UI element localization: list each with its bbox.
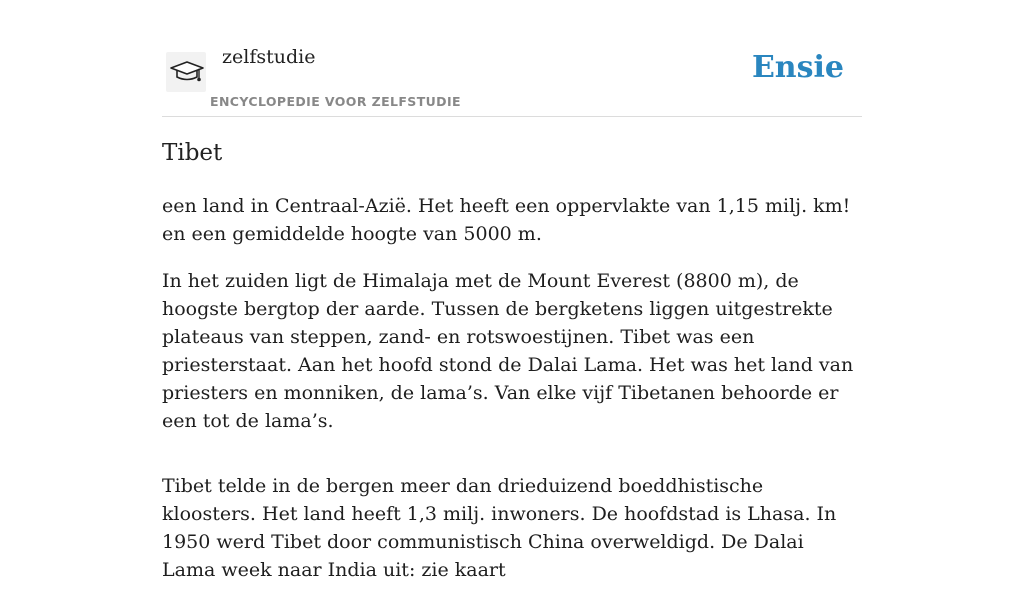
brand-logo-link[interactable]: Ensie — [751, 50, 844, 85]
article-paragraph: een land in Centraal-Azië. Het heeft een oppervlakte van 1,15 milj. km! en een gemiddelde hoogte van 5000 m. — [162, 195, 851, 245]
site-header — [162, 0, 862, 117]
graduation-cap-icon[interactable] — [166, 52, 206, 92]
site-name[interactable]: zelfstudie — [222, 46, 316, 68]
article-body — [162, 192, 862, 603]
site-tagline: ENCYCLOPEDIE VOOR ZELFSTUDIE — [210, 94, 461, 109]
article-paragraph: Tibet telde in de bergen meer dan drieduizend boeddhistische kloosters. Het land heeft 1,3 milj. inwoners. De hoofdstad is Lhasa. In 1950 werd Tibet door communistisch China overweldigd. De Dalai Lama week naar India uit: zie kaart — [162, 475, 837, 581]
page — [162, 0, 862, 581]
article-paragraph: In het zuiden ligt de Himalaja met de Mount Everest (8800 m), de hoogste bergtop der aarde. Tussen de bergketens liggen uitgestrekte plateaus van steppen, zand- en rotswoestijnen. Tibet was een priesterstaat. Aan het hoofd stond de Dalai Lama. Het was het land van priesters en monniken, de lama’s. Van elke vijf Tibetanen behoorde er een tot de lama’s. — [162, 270, 854, 432]
article-title: Tibet — [162, 140, 223, 166]
